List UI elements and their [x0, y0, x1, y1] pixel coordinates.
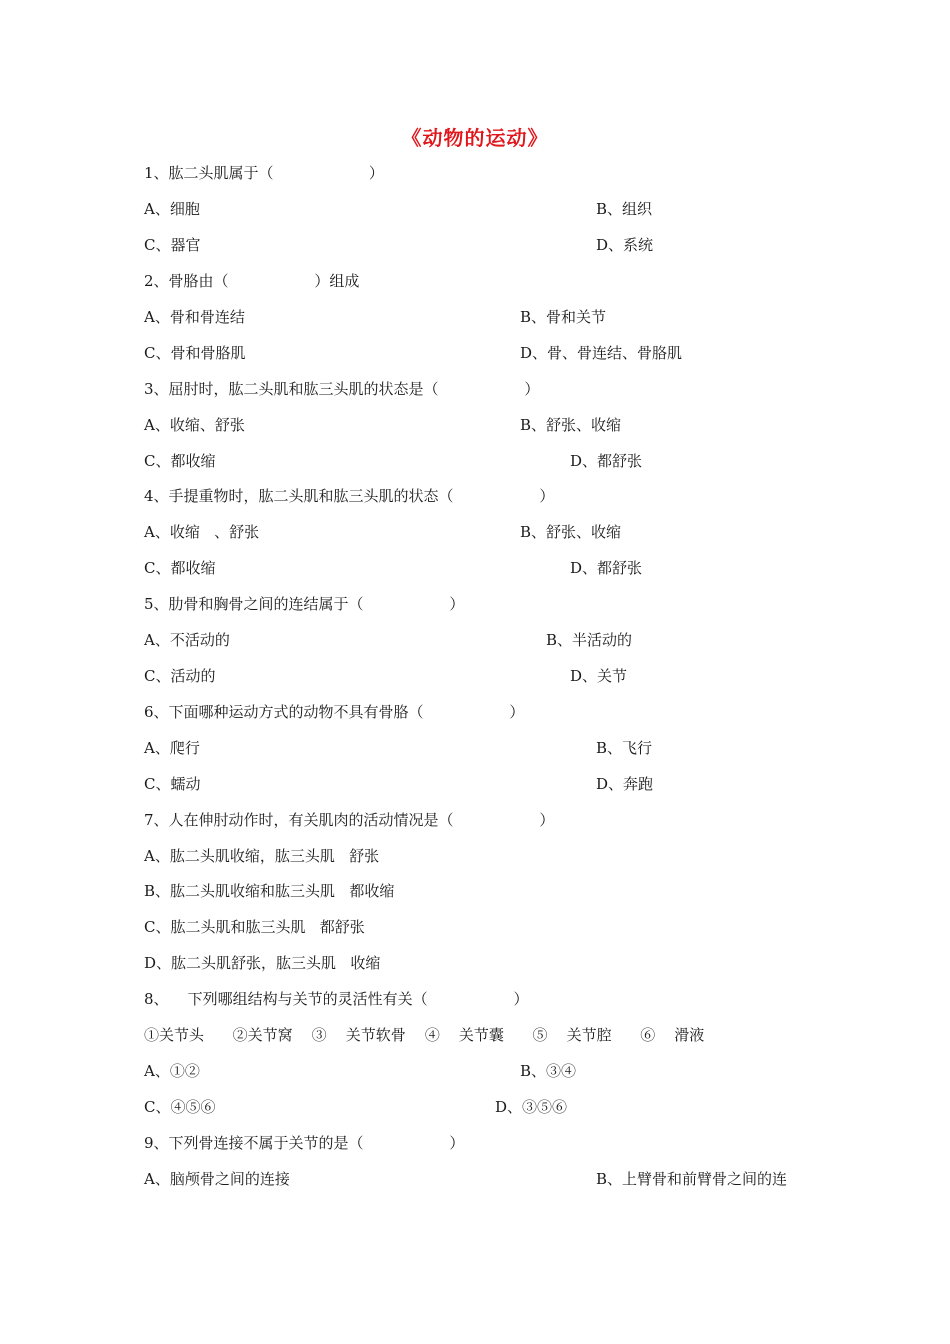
question-4-stem: 4、手提重物时，肱二头肌和肱三头肌的状态（ ） [144, 487, 555, 505]
question-9-option-b: B、上臂骨和前臂骨之间的连 [596, 1170, 788, 1188]
question-5-option-c: C、活动的 [144, 667, 216, 685]
question-5-option-a: A、不活动的 [144, 631, 230, 649]
question-2-option-d: D、骨、骨连结、骨胳肌 [520, 344, 683, 362]
question-7-option-d: D、肱二头肌舒张，肱三头肌 收缩 [144, 954, 381, 972]
question-2-option-c: C、骨和骨胳肌 [144, 344, 246, 362]
question-2-option-b: B、骨和关节 [520, 308, 607, 326]
question-3-stem: 3、屈肘时，肱二头肌和肱三头肌的状态是（ ） [144, 380, 540, 398]
question-4-option-b: B、舒张、收缩 [520, 523, 622, 541]
question-1-option-c: C、器官 [144, 236, 201, 254]
question-7-option-a: A、肱二头肌收缩，肱三头肌 舒张 [144, 847, 380, 865]
question-7-option-c: C、肱二头肌和肱三头肌 都舒张 [144, 918, 365, 936]
question-4-option-c: C、都收缩 [144, 559, 216, 577]
question-8-option-d: D、③⑤⑥ [495, 1098, 568, 1116]
question-8-structures: ①关节头 ②关节窝 ③ 关节软骨 ④ 关节囊 ⑤ 关节腔 ⑥ 滑液 [144, 1026, 705, 1044]
question-7-stem: 7、人在伸肘动作时，有关肌肉的活动情况是（ ） [144, 811, 555, 829]
question-8-option-a: A、①② [144, 1062, 200, 1080]
question-3-option-d: D、都舒张 [570, 452, 643, 470]
question-3-option-a: A、收缩、舒张 [144, 416, 245, 434]
question-8-option-b: B、③④ [520, 1062, 577, 1080]
question-6-option-a: A、爬行 [144, 739, 200, 757]
question-1-option-b: B、组织 [596, 200, 653, 218]
question-5-stem: 5、肋骨和胸骨之间的连结属于（ ） [144, 595, 465, 613]
question-4-option-d: D、都舒张 [570, 559, 643, 577]
question-1-stem: 1、肱二头肌属于（ ） [144, 164, 384, 182]
question-1-option-d: D、系统 [596, 236, 654, 254]
question-9-option-a: A、脑颅骨之间的连接 [144, 1170, 290, 1188]
question-1-option-a: A、细胞 [144, 200, 200, 218]
question-3-option-c: C、都收缩 [144, 452, 216, 470]
question-3-option-b: B、舒张、收缩 [520, 416, 622, 434]
question-6-option-c: C、蠕动 [144, 775, 201, 793]
page-title: 《动物的运动》 [401, 126, 549, 150]
question-8-stem: 8、 下列哪组结构与关节的灵活性有关（ ） [144, 990, 529, 1008]
question-4-option-a: A、收缩 、舒张 [144, 523, 260, 541]
question-6-option-b: B、飞行 [596, 739, 653, 757]
question-2-stem: 2、骨胳由（ ）组成 [144, 272, 360, 290]
question-9-stem: 9、下列骨连接不属于关节的是（ ） [144, 1134, 465, 1152]
question-6-option-d: D、奔跑 [596, 775, 654, 793]
question-7-option-b: B、肱二头肌收缩和肱三头肌 都收缩 [144, 882, 395, 900]
question-5-option-d: D、关节 [570, 667, 628, 685]
question-8-option-c: C、④⑤⑥ [144, 1098, 216, 1116]
question-6-stem: 6、下面哪种运动方式的动物不具有骨胳（ ） [144, 703, 525, 721]
question-5-option-b: B、半活动的 [546, 631, 633, 649]
question-2-option-a: A、骨和骨连结 [144, 308, 245, 326]
